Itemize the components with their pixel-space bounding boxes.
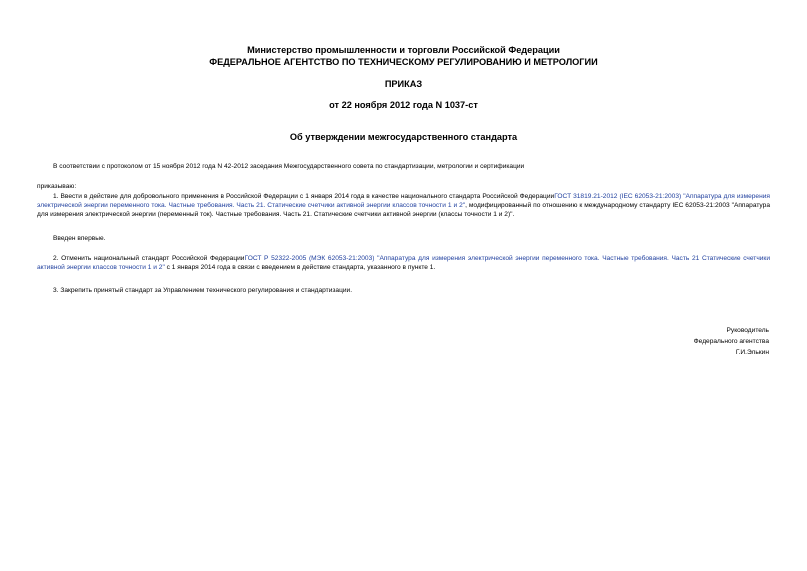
- order-word: приказываю:: [37, 183, 77, 190]
- ministry-title: Министерство промышленности и торговли Российской Федерации: [247, 45, 560, 55]
- item-2-text-b: с 1 января 2014 года в связи с введением в действие стандарта, указанного в пункте 1.: [164, 263, 436, 271]
- first-introduced-note: Введен впервые.: [53, 235, 106, 242]
- subject-title: Об утверждении межгосударственного стандарта: [289, 132, 518, 142]
- item-1-text-a: 1. Ввести в действие для добровольного применения в Российской Федерации с 1 января 2014 года в качестве национального стандарта Российской Федерации: [53, 193, 555, 200]
- agency-title: ФЕДЕРАЛЬНОЕ АГЕНТСТВО ПО ТЕХНИЧЕСКОМУ РЕГУЛИРОВАНИЮ И МЕТРОЛОГИИ: [209, 57, 598, 67]
- item-3: 3. Закрепить принятый стандарт за Управлением технического регулирования и стандартизации.: [53, 287, 353, 294]
- item-1-text-b: , модифицированный по отношению к международному стандарту IEC 62053-21:2003 "Аппаратура для измерения электрической энергии (переменный ток). Частные требования. Часть 21. Статические счетчики активной энергии (классы точности 1 и 2)".: [37, 201, 770, 218]
- preamble: В соответствии с протоколом от 15 ноября 2012 года N 42-2012 заседания Межгосударственного совета по стандартизации, метрологии и сертификации: [53, 163, 525, 170]
- signature-position: Руководитель: [726, 327, 769, 334]
- signature-block: [694, 325, 769, 359]
- signature-name: Г.И.Элькин: [735, 349, 769, 357]
- date-number: от 22 ноября 2012 года N 1037-ст: [329, 100, 478, 110]
- item-1: [37, 193, 770, 219]
- doc-type: ПРИКАЗ: [384, 79, 423, 89]
- item-2: [37, 255, 770, 273]
- item-2-text-a: 2. Отменить национальный стандарт Российской Федерации: [53, 255, 245, 262]
- item-1-standard-link[interactable]: ГОСТ 31819.21-2012 (IEC 62053-21:2003) "Аппаратура для измерения электрической энергии переменного тока. Частные требования. Часть 21. Статические счетчики активной энергии классов точности 1 и 2": [37, 193, 770, 209]
- signature-agency: Федерального агентства: [693, 338, 769, 346]
- item-2-standard-link[interactable]: ГОСТ Р 52322-2005 (МЭК 62053-21:2003) "Аппаратура для измерения электрической энергии переменного тока. Частные требования. Часть 21 Статические счетчики активной энергии классов точности 1 и 2": [37, 255, 771, 271]
